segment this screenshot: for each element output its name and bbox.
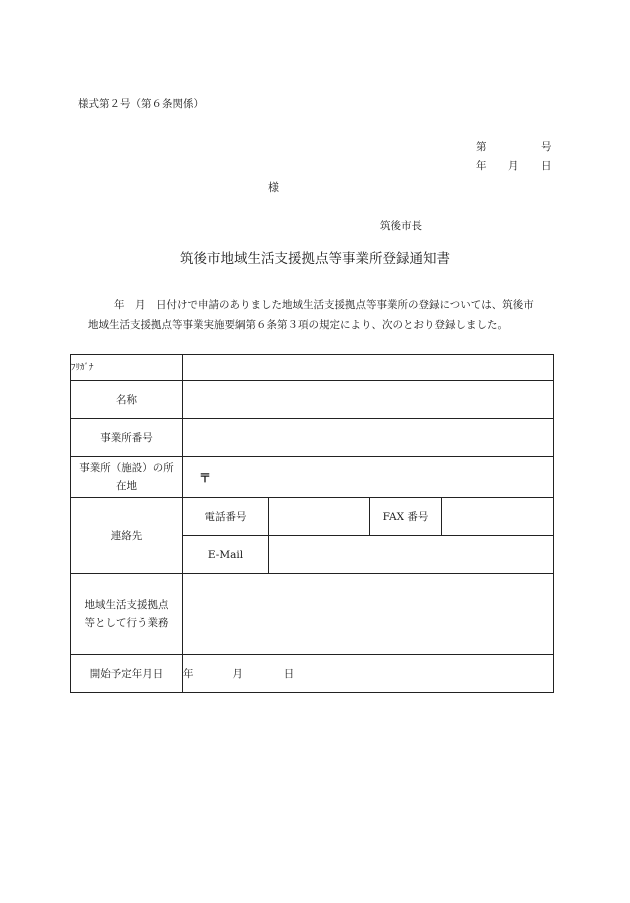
addressee-suffix: 様 xyxy=(268,181,279,194)
services-label-line1: 地域生活支援拠点 xyxy=(84,599,169,611)
body-text xyxy=(88,295,558,335)
date-month: 月 xyxy=(508,160,519,172)
furigana-row xyxy=(71,355,554,381)
name-label: 名称 xyxy=(71,381,183,419)
date-day: 日 xyxy=(541,160,552,172)
services-label-line2: 等として行う業務 xyxy=(84,617,169,629)
location-field[interactable] xyxy=(183,457,554,498)
body-line-1: 年 月 日付けで申請のありました地域生活支援拠点等事業所の登録については、筑後市 xyxy=(114,299,534,311)
name-row xyxy=(71,381,554,419)
start-date-row xyxy=(71,655,554,693)
location-row xyxy=(71,457,554,498)
contact-label: 連絡先 xyxy=(71,498,183,574)
document-title: 筑後市地域生活支援拠点等事業所登録通知書 xyxy=(180,251,450,267)
contact-row-1 xyxy=(71,498,554,536)
office-number-row xyxy=(71,419,554,457)
phone-label: 電話番号 xyxy=(183,498,269,536)
start-date-field[interactable] xyxy=(183,655,554,693)
number-go: 号 xyxy=(541,141,552,153)
services-row xyxy=(71,574,554,655)
start-date-month: 月 xyxy=(232,668,243,680)
registration-table xyxy=(70,354,554,693)
date-year: 年 xyxy=(476,160,487,172)
body-line-2: 地域生活支援拠点等事業実施要綱第６条第３項の規定により、次のとおり登録しました。 xyxy=(88,319,508,331)
phone-field[interactable] xyxy=(269,498,370,536)
location-label-line2: 在地 xyxy=(116,480,137,492)
fax-label: FAX 番号 xyxy=(370,498,442,536)
furigana-field[interactable] xyxy=(183,355,554,381)
fax-field[interactable] xyxy=(442,498,554,536)
issuer-name: 筑後市長 xyxy=(380,220,422,232)
name-field[interactable] xyxy=(183,381,554,419)
services-field[interactable] xyxy=(183,574,554,655)
office-number-label: 事業所番号 xyxy=(71,419,183,457)
services-label xyxy=(71,574,183,655)
email-field[interactable] xyxy=(269,536,554,574)
email-label: E-Mail xyxy=(183,536,269,574)
location-label xyxy=(71,457,183,498)
number-dai: 第 xyxy=(476,141,487,153)
furigana-label: ﾌﾘｶﾞﾅ xyxy=(71,355,183,381)
form-label: 様式第２号（第６条関係） xyxy=(78,98,204,110)
office-number-field[interactable] xyxy=(183,419,554,457)
location-label-line1: 事業所（施設）の所 xyxy=(79,462,174,474)
start-date-year: 年 xyxy=(183,668,194,680)
start-date-label: 開始予定年月日 xyxy=(71,655,183,693)
postal-mark-icon: 〒 xyxy=(199,470,212,485)
start-date-day: 日 xyxy=(283,668,295,680)
